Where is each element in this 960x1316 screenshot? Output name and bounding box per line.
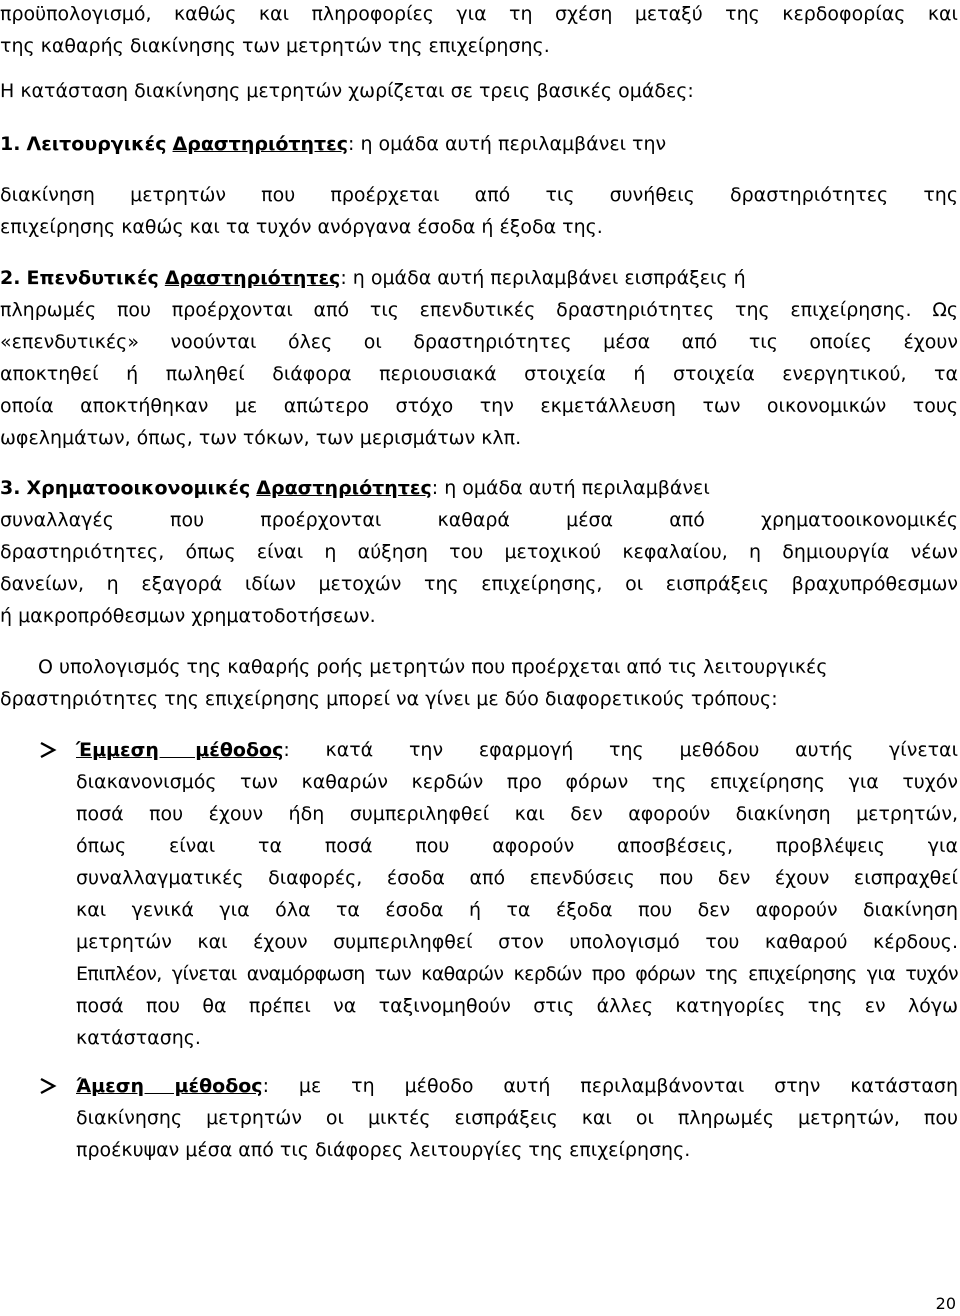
group-2-title: Επενδυτικές (26, 267, 159, 289)
group-3-title: Χρηματοοικονομικές (26, 477, 251, 499)
direct-method-item (76, 1070, 958, 1166)
group-3-paragraph (0, 472, 958, 632)
text-line: της καθαρής διακίνησης των μετρητών της επιχείρησης. (0, 35, 550, 57)
arrow-bullet-icon (38, 734, 60, 766)
text-line: οποία αποκτήθηκαν με απώτερο στόχο την εκμετάλλευση των οικονομικών τους (0, 395, 958, 417)
text-line: προέκυψαν μέσα από τις διάφορες λειτουργίες της επιχείρησης. (76, 1139, 691, 1161)
text-line: επιχείρησης καθώς και τα τυχόν ανόργανα έσοδα ή έξοδα της. (0, 216, 603, 238)
text-line: διακανονισμός των καθαρών κερδών προ φόρων της επιχείρησης για τυχόν (76, 771, 958, 793)
text-line: δανείων, η εξαγορά ιδίων μετοχών της επιχείρησης, οι εισπράξεις βραχυπρόθεσμων (0, 573, 958, 595)
text-line: Η κατάσταση διακίνησης μετρητών χωρίζεται σε τρεις βασικές ομάδες: (0, 80, 694, 102)
group-1-title: Λειτουργικές (26, 133, 167, 155)
text-line: ποσά που θα πρέπει να ταξινομηθούν στις άλλες κατηγορίες της εν λόγω (76, 995, 958, 1017)
text-line: δραστηριότητες της επιχείρησης μπορεί να γίνει με δύο διαφορετικούς τρόπους: (0, 688, 778, 710)
text-line: αποκτηθεί ή πωληθεί διάφορα περιουσιακά στοιχεία ή στοιχεία ενεργητικού, τα (0, 363, 958, 385)
arrow-bullet-icon (38, 1070, 60, 1102)
group-1-paragraph (0, 128, 958, 160)
text-line: κατάστασης. (76, 1027, 201, 1049)
text-line: μετρητών και έχουν συμπεριληφθεί στον υπολογισμό του καθαρού κέρδους. (76, 931, 958, 953)
group-2-title-underlined: Δραστηριότητες (164, 267, 341, 289)
groups-intro (0, 75, 958, 107)
page-number: 20 (935, 1294, 956, 1313)
method-title: Άμεση μέθοδος (76, 1075, 263, 1097)
text-line: συναλλαγματικές διαφορές, έσοδα από επενδύσεις που δεν έχουν εισπραχθεί (76, 867, 958, 889)
group-1-title-underlined: Δραστηριότητες (172, 133, 349, 155)
indirect-method-item (76, 734, 958, 1054)
text-line: : η ομάδα αυτή περιλαμβάνει (431, 477, 710, 499)
group-2-paragraph (0, 262, 958, 454)
group-2-number: 2. (0, 267, 21, 289)
text-line: ωφελημάτων, όπως, των τόκων, των μερισμάτων κλπ. (0, 427, 522, 449)
text-line: όπως είναι τα ποσά που αφορούν αποσβέσεις, προβλέψεις για (76, 835, 958, 857)
intro-paragraph (0, 0, 958, 62)
methods-intro-first (0, 651, 958, 683)
group-1-body (0, 179, 958, 243)
group-3-number: 3. (0, 477, 21, 499)
method-title: Έμμεση μέθοδος (76, 739, 284, 761)
text-line: και γενικά για όλα τα έσοδα ή τα έξοδα που δεν αφορούν διακίνηση (76, 899, 958, 921)
text-line: ή μακροπρόθεσμων χρηματοδοτήσεων. (0, 605, 376, 627)
text-line: Επιπλέον, γίνεται αναμόρφωση των καθαρών κερδών προ φόρων της επιχείρησης για τυχόν (76, 963, 958, 985)
text-line: : η ομάδα αυτή περιλαμβάνει την (348, 133, 667, 155)
text-line: πληρωμές που προέρχονται από τις επενδυτικές δραστηριότητες της επιχείρησης. Ως (0, 299, 958, 321)
text-line: Ο υπολογισμός της καθαρής ροής μετρητών που προέρχεται από τις λειτουργικές (38, 656, 828, 678)
text-line: δραστηριότητες, όπως είναι η αύξηση του μετοχικού κεφαλαίου, η δημιουργία νέων (0, 541, 958, 563)
group-1-number: 1. (0, 133, 21, 155)
text-line: : η ομάδα αυτή περιλαμβάνει εισπράξεις ή (340, 267, 746, 289)
text-line: : κατά την εφαρμογή της μεθόδου αυτής γίνεται (283, 739, 958, 761)
text-line: διακίνηση μετρητών που προέρχεται από τις συνήθεις δραστηριότητες της (0, 184, 958, 206)
methods-intro-second (0, 683, 958, 715)
text-line: «επενδυτικές» νοούνται όλες οι δραστηριότητες μέσα από τις οποίες έχουν (0, 331, 958, 353)
group-3-title-underlined: Δραστηριότητες (256, 477, 432, 499)
text-line: συναλλαγές που προέρχονται καθαρά μέσα από χρηματοοικονομικές (0, 509, 958, 531)
text-line: διακίνησης μετρητών οι μικτές εισπράξεις και οι πληρωμές μετρητών, που (76, 1107, 958, 1129)
text-line: προϋπολογισμό, καθώς και πληροφορίες για τη σχέση μεταξύ της κερδοφορίας και (0, 3, 958, 25)
text-line: : με τη μέθοδο αυτή περιλαμβάνονται στην κατάσταση (262, 1075, 959, 1097)
text-line: ποσά που έχουν ήδη συμπεριληφθεί και δεν αφορούν διακίνηση μετρητών, (76, 803, 958, 825)
